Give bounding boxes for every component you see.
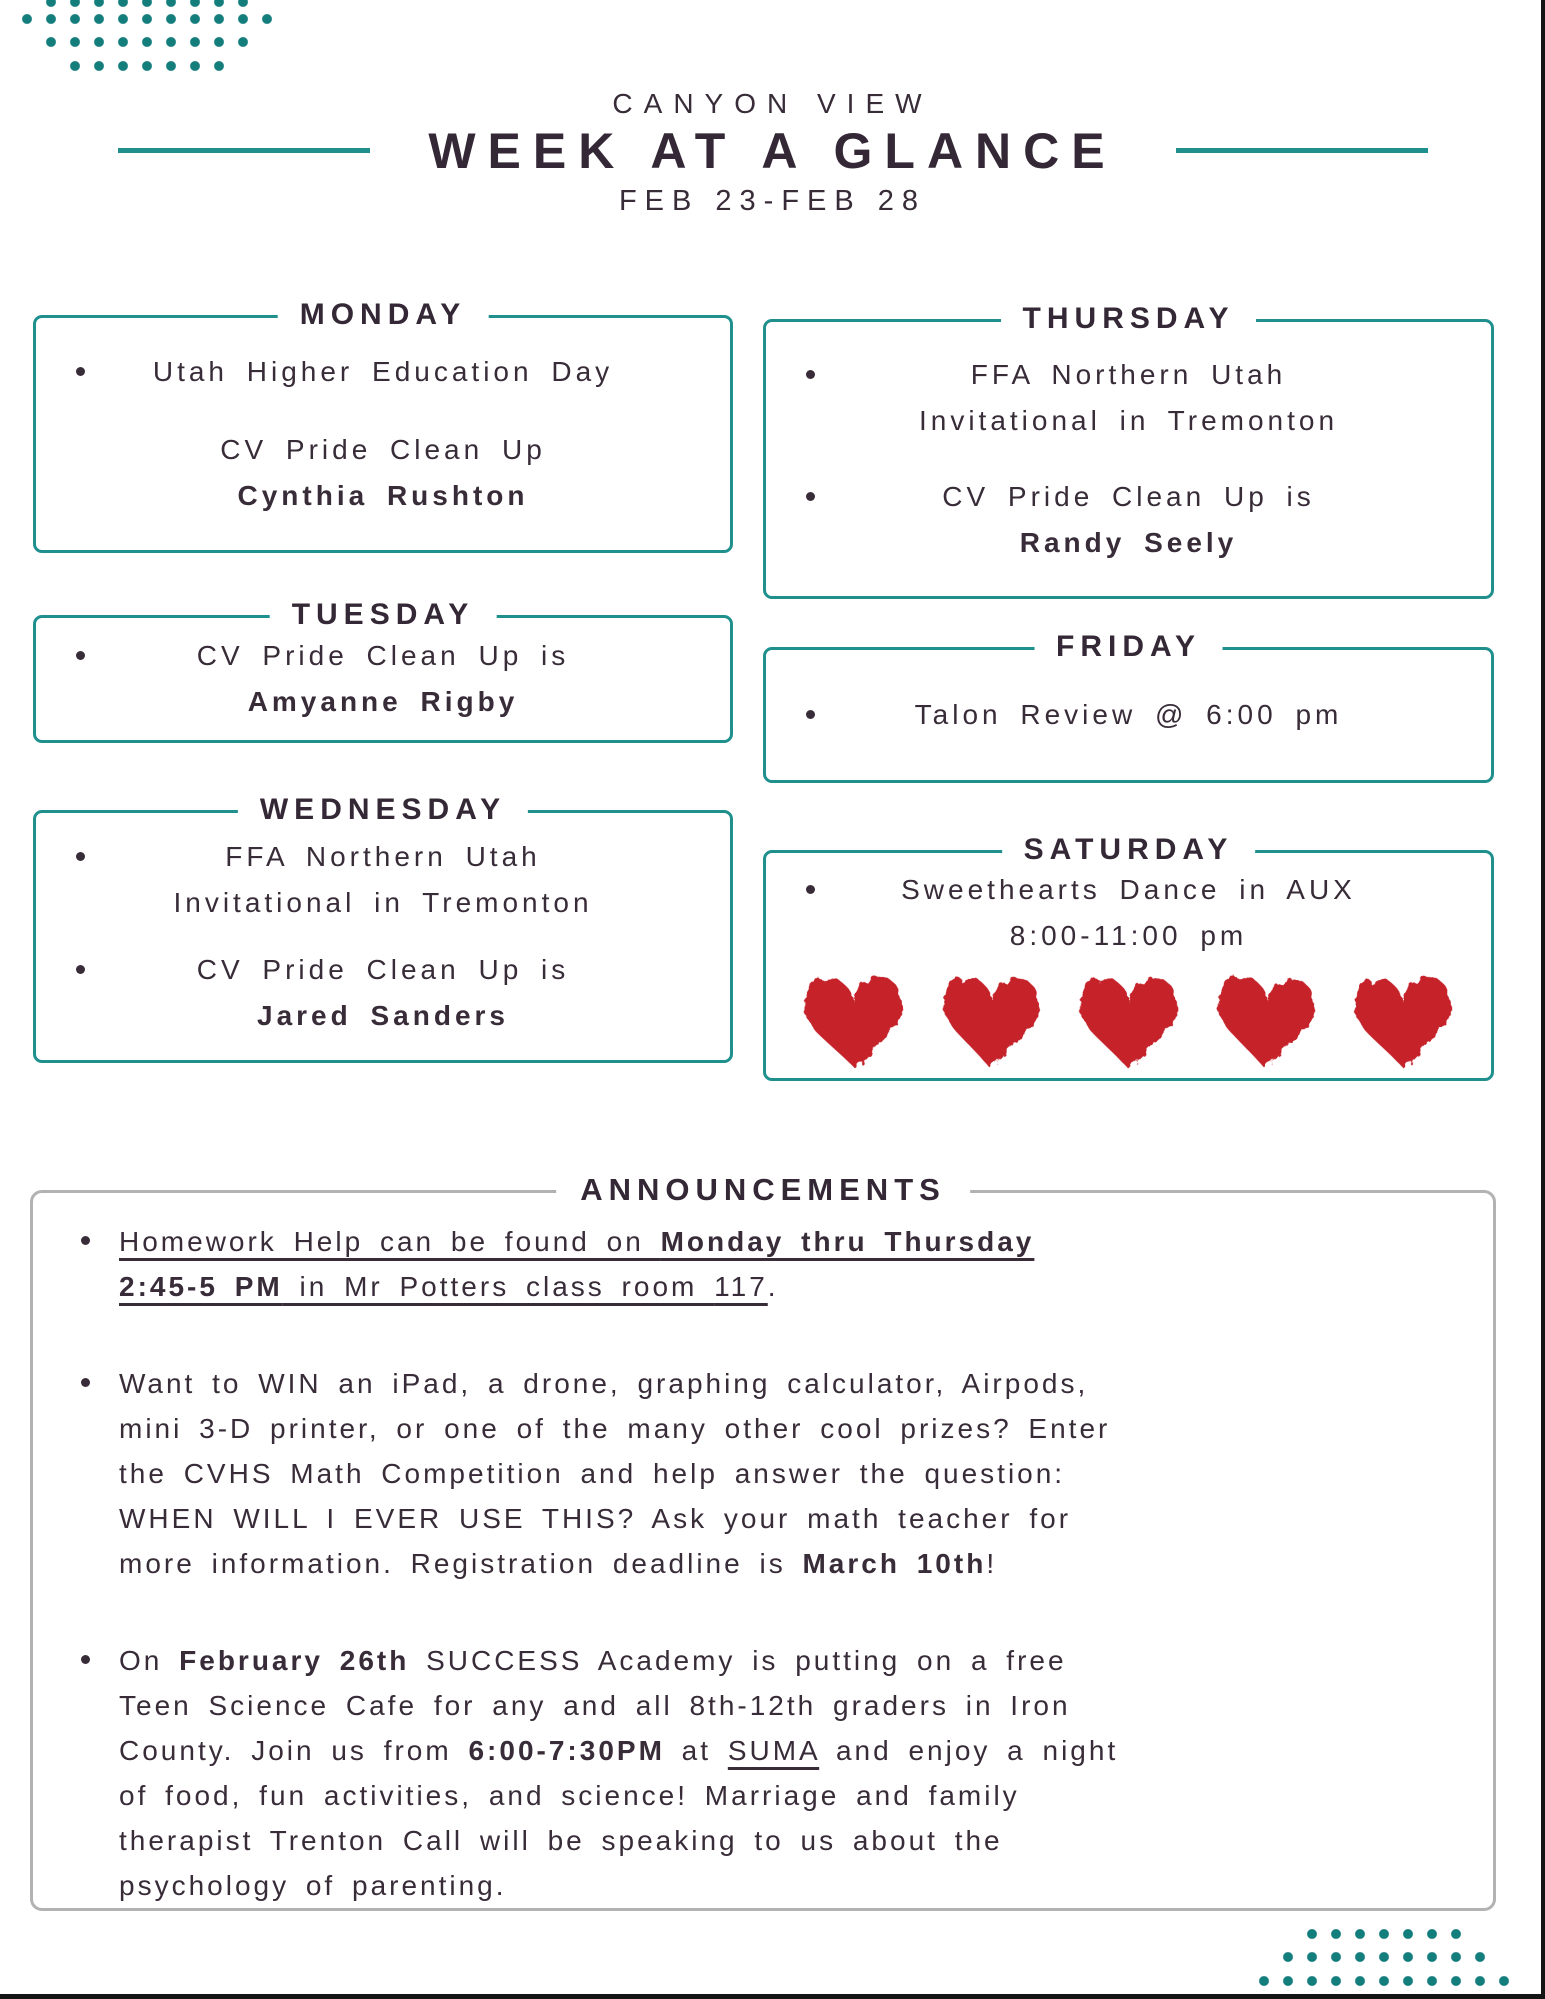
bullet-dot: [81, 1655, 90, 1664]
school-name: CANYON VIEW: [612, 88, 933, 119]
text-segment: of food, fun activities, and science! Marriage and family: [119, 1780, 1020, 1811]
day-content: [36, 813, 730, 1060]
saturday-events: [766, 867, 1491, 959]
bullet-dot: [806, 492, 815, 501]
text-segment: the CVHS Math Competition and help answer the question:: [119, 1458, 1066, 1489]
day-event: [36, 834, 730, 926]
day-content: [36, 618, 730, 740]
text-segment: therapist Trenton Call will be speaking to us about the: [119, 1825, 1003, 1856]
bullet-dot: [81, 1378, 90, 1387]
page-title: WEEK AT A GLANCE: [428, 123, 1117, 179]
day-title: TUESDAY: [270, 597, 497, 633]
bullet-dot: [806, 885, 815, 894]
dot-row: [39, 30, 255, 54]
text-segment: Monday thru Thursday: [660, 1226, 1035, 1257]
text-segment: in Mr Potters class room: [282, 1271, 715, 1302]
text-segment: March 10th: [802, 1548, 987, 1579]
text-segment: 8:00-11:00 pm: [1009, 920, 1248, 951]
title-rule-right: [1176, 148, 1428, 153]
day-title: FRIDAY: [1034, 629, 1223, 665]
text-segment: SUMA: [727, 1735, 820, 1766]
bullet-dot: [76, 651, 85, 660]
text-segment: .: [767, 1271, 779, 1302]
heart-icon: [1070, 964, 1188, 1078]
bullet-dot: [76, 852, 85, 861]
dot-row: [15, 7, 279, 31]
bullet-dot: [76, 367, 85, 376]
text-segment: Want to WIN an iPad, a drone, graphing calculator, Airpods,: [119, 1368, 1089, 1399]
text-segment: psychology of parenting.: [119, 1870, 507, 1901]
day-event: [766, 474, 1491, 566]
text-segment: CV Pride Clean Up: [220, 433, 546, 465]
text-segment: Invitational in Tremonton: [918, 405, 1339, 436]
heart-icon: [1206, 964, 1326, 1080]
text-segment: 6:00-7:30PM: [468, 1735, 665, 1766]
text-segment: FFA Northern Utah: [225, 841, 541, 872]
text-segment: CV Pride Clean Up is: [942, 481, 1315, 512]
dot-row: [1300, 1922, 1468, 1946]
text-segment: and enjoy a night: [819, 1735, 1119, 1766]
text-segment: Invitational in Tremonton: [173, 887, 593, 918]
day-box-wednesday: [33, 793, 733, 1063]
day-event: [766, 692, 1491, 738]
day-event: [36, 427, 730, 519]
text-segment: Sweethearts Dance in AUX: [901, 874, 1356, 905]
day-box-tuesday: [33, 598, 733, 743]
text-segment: 2:45-5 PM: [119, 1271, 283, 1302]
announcement: [119, 1638, 1459, 1908]
text-segment: February 26th: [179, 1645, 410, 1676]
day-title: WEDNESDAY: [238, 792, 528, 828]
text-segment: SUCCESS Academy is putting on a free: [409, 1645, 1067, 1676]
text-segment: Utah Higher Education Day: [152, 356, 614, 388]
text-segment: On: [119, 1645, 180, 1676]
heart-icon: [1344, 964, 1463, 1079]
text-segment: 117: [714, 1271, 768, 1302]
text-segment: Teen Science Cafe for any and all 8th-12th graders in Iron: [119, 1690, 1071, 1721]
bullet-dot: [81, 1236, 90, 1245]
day-box-thursday: [763, 302, 1494, 599]
page-edge-right: [1541, 0, 1545, 1999]
day-content: [766, 650, 1491, 780]
text-segment: mini 3-D printer, or one of the many other cool prizes? Enter: [119, 1413, 1111, 1444]
heart-icon: [932, 964, 1051, 1079]
day-content: [36, 318, 730, 550]
day-content: [766, 322, 1491, 596]
page-edge-bottom: [0, 1994, 1545, 1999]
day-title: SATURDAY: [1002, 832, 1256, 868]
dot-row: [1276, 1945, 1492, 1969]
bullet-dot: [806, 370, 815, 379]
dot-row: [1252, 1969, 1516, 1993]
heart-icon: [794, 964, 914, 1080]
header: [0, 86, 1545, 220]
text-segment: !: [986, 1548, 998, 1579]
date-range: FEB 23-FEB 28: [618, 185, 927, 217]
day-content: [766, 853, 1491, 1078]
announcement: [119, 1219, 1459, 1309]
day-event: [36, 349, 730, 395]
text-segment: Randy Seely: [1019, 527, 1238, 558]
day-event: [766, 352, 1491, 444]
day-box-friday: [763, 630, 1494, 783]
announcement: [119, 1361, 1459, 1586]
day-title: THURSDAY: [1001, 301, 1257, 337]
text-segment: Jared Sanders: [257, 1000, 509, 1031]
text-segment: Talon Review @ 6:00 pm: [914, 699, 1343, 730]
text-segment: at: [664, 1735, 728, 1766]
announcements-title: ANNOUNCEMENTS: [556, 1171, 970, 1209]
announcements-box: [30, 1171, 1496, 1911]
text-segment: WHEN WILL I EVER USE THIS? Ask your math teacher for: [119, 1503, 1072, 1534]
bullet-dot: [76, 965, 85, 974]
day-event: [36, 947, 730, 1039]
text-segment: FFA Northern Utah: [970, 359, 1287, 390]
day-event: [766, 867, 1491, 959]
text-segment: Homework Help can be found on: [119, 1226, 661, 1257]
announcements-content: [33, 1193, 1493, 1908]
text-segment: CV Pride Clean Up is: [196, 640, 570, 671]
title-rule-left: [118, 148, 370, 153]
text-segment: Amyanne Rigby: [247, 686, 519, 717]
text-segment: CV Pride Clean Up is: [196, 954, 570, 985]
text-segment: County. Join us from: [119, 1735, 469, 1766]
dot-row: [63, 54, 231, 78]
text-segment: Cynthia Rushton: [237, 479, 529, 511]
text-segment: more information. Registration deadline is: [119, 1548, 803, 1579]
bullet-dot: [806, 710, 815, 719]
day-title: MONDAY: [278, 297, 489, 333]
day-event: [36, 633, 730, 725]
day-box-monday: [33, 298, 733, 553]
hearts-row: [766, 959, 1491, 1078]
day-box-saturday: [763, 833, 1494, 1081]
